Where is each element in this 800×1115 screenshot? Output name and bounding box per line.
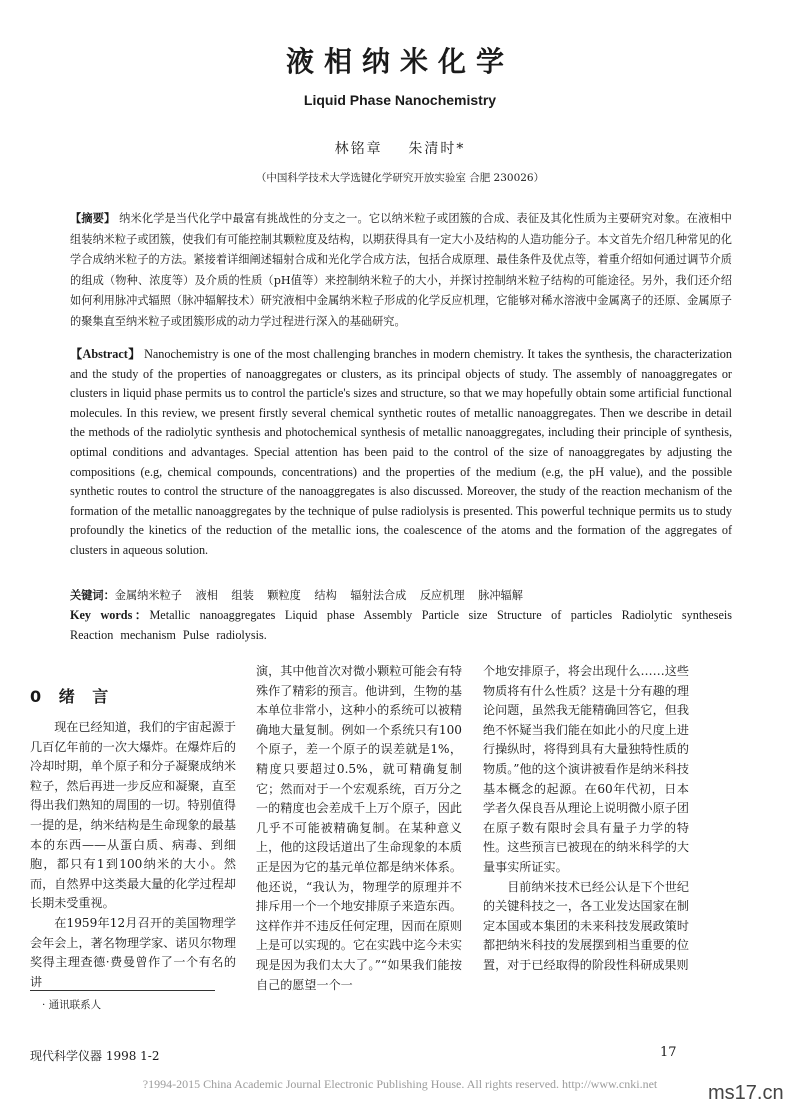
column-1 — [30, 662, 236, 992]
keywords-cn-label: 关键词： — [70, 588, 115, 602]
abstract-cn-label: 【摘要】 — [70, 211, 116, 225]
paragraph: 现在已经知道，我们的宇宙起源于几百亿年前的一次大爆炸。在爆炸后的冷却时期，单个原子和分子凝聚成纳米粒子，然后再进一步反应和凝聚，直至得出我们熟知的周围的一切。特别值得一提的是，纳米结构是生命现象的最基本的东西——从蛋白质、病毒、到细胞，都只有1到100纳米的大小。然而，自然界中这类最大量的化学过程却长期未受重视。 — [30, 720, 236, 911]
journal-info: 现代科学仪器 1998 1-2 — [30, 1049, 160, 1063]
abstract-en — [70, 345, 732, 561]
article-title-en: Liquid Phase Nanochemistry — [303, 92, 497, 108]
paragraph: 演，其中他首次对微小颗粒可能会有特殊作了精彩的预言。他讲到，生物的基本单位非常小，这种小的系统可以被精确地大量复制。例如一个系统只有100个原子，差一个原子的误差就是1%，精度只要超过0.5%，就可精确复制它；然而对于一个宏观系统，百万分之一的精度也会差成千上万个原子，因此几乎不可能被精确复制。在某种意义上，他的这段话道出了生命现象的本质正是因为它的基元单位都是纳米体系。他还说，“我认为，物理学的原理并不排斥用一个一个地安排原子来造东西。这样作并不违反任何定理，因而在原则上是可以实现的。它在实践中迄今未实现是因为我们太大了。”“如果我们能按自己的愿望一个一 — [256, 664, 462, 992]
keywords-en — [70, 605, 732, 645]
section-heading: 0 绪 言 — [30, 687, 115, 706]
copyright-notice: ?1994-2015 China Academic Journal Electronic Publishing House. All rights reserved. http://www.cnki.net — [142, 1077, 658, 1091]
paragraph: 目前纳米技术已经公认是下个世纪的关键科技之一，各工业发达国家在制定本国或本集团的未来科技发展政策时都把纳米科技的发展摆到相当重要的位置，对于已经取得的阶段性科研成果则 — [483, 879, 689, 972]
page-number: 17 — [660, 1045, 677, 1060]
keywords-cn-text: 金属纳米粒子 液相 组装 颗粒度 结构 辐射法合成 反应机理 脉冲辐解 — [114, 589, 523, 602]
abstract-cn-text: 纳米化学是当代化学中最富有挑战性的分支之一。它以纳米粒子或团簇的合成、表征及其化性质为主要研究对象。在液相中组装纳米粒子或团簇，使我们有可能控制其颗粒度及结构，以期获得具有一定大小及结构的人造功能分子。本文首先介绍几种常见的化学合成纳米粒子的方法。紧接着详细阐述辐射合成和光化学合成方法，包括合成原理、最佳条件及优点等，着重介绍如何通过调节介质的组成（物种、浓度等）及介质的性质（pH值等）来控制纳米粒子的大小，并探讨控制纳米粒子结构的可能途径。另外，我们还介绍如何利用脉冲式辐照（脉冲辐解技术）研究液相中金属纳米粒子形成的化学反应机理，它能够对稀水溶液中金属离子的还原、金属原子的聚集直至纳米粒子或团簇形成的动力学过程进行深入的基础研究。 — [70, 212, 732, 328]
column-3 — [483, 662, 689, 976]
footnote: · 通讯联系人 — [42, 999, 102, 1011]
paragraph: 在1959年12月召开的美国物理学会年会上，著名物理学家、诺贝尔物理奖得主理查德·费曼曾作了一个有名的讲 — [30, 915, 236, 989]
affiliation: （中国科学技术大学选键化学研究开放实验室 合肥 230026） — [255, 172, 545, 184]
abstract-en-label: 【Abstract】 — [70, 347, 141, 361]
abstract-en-text: Nanochemistry is one of the most challenging branches in modern chemistry. It takes the synthesis, the characterization and the study of the properties of nanoaggregates or clusters, as its principal objects of study. The assembly of nanoaggregates or clusters in liquid phase permits us to control the particle's sizes and structure, so that we may hopefully obtain some artificial functional molecules. In this review, we present firstly several chemical synthetic routes of metallic nanoaggregates. Then we describe in detail the methods of the radiolytic synthesis and photochemical synthesis of metallic nanoaggregates, including their principle of synthesis, optimal conditions and advantages. Special attention has been paid to the control of the size of nanoaggregates by adjusting the compositions (e.g, chemical compounds, concentrations) and the properties of the medium (e.g, the pH value), and the possible synthetic routes to control the structure of the nanoaggregates is also discussed. Moreover, the study of the reaction mechanism of the formation of the metallic nanoaggregates by the technique of pulse radiolysis is presented. This powerful technique permits us to study profoundly the kinetics of the reduction of the metallic ions, the coalescence of the atoms and the formation of the aggregates of clusters in aqueous solution. — [70, 347, 732, 557]
keywords-cn — [70, 585, 732, 606]
article-title-cn: 液相纳米化学 — [285, 45, 514, 78]
keywords-en-text: Metallic nanoaggregates Liquid phase Assembly Particle size Structure of particles Radiolytic syntheseis Reaction mechanism Pulse radiolysis. — [70, 608, 732, 642]
paragraph: 个地安排原子，将会出现什么……这些物质将有什么性质？这是十分有趣的理论问题，虽然我无能精确回答它，但我绝不怀疑当我们能在如此小的尺度上进行操纵时，将得到具有大量独特性质的物质。”他的这个演讲被看作是纳米科技基本概念的起源。在60年代初，日本学者久保良吾从理论上说明微小原子团在原子数有限时会具有量子力学的特性。这些预言已被现在的纳米科学的大量事实所证实。 — [483, 664, 689, 874]
column-2 — [256, 662, 462, 995]
watermark: ms17.cn — [708, 1082, 784, 1104]
abstract-cn — [70, 208, 732, 332]
keywords-en-label: Key words： — [70, 608, 150, 622]
authors: 林铭章 朱清时* — [334, 141, 466, 157]
footnote-divider — [30, 990, 215, 991]
